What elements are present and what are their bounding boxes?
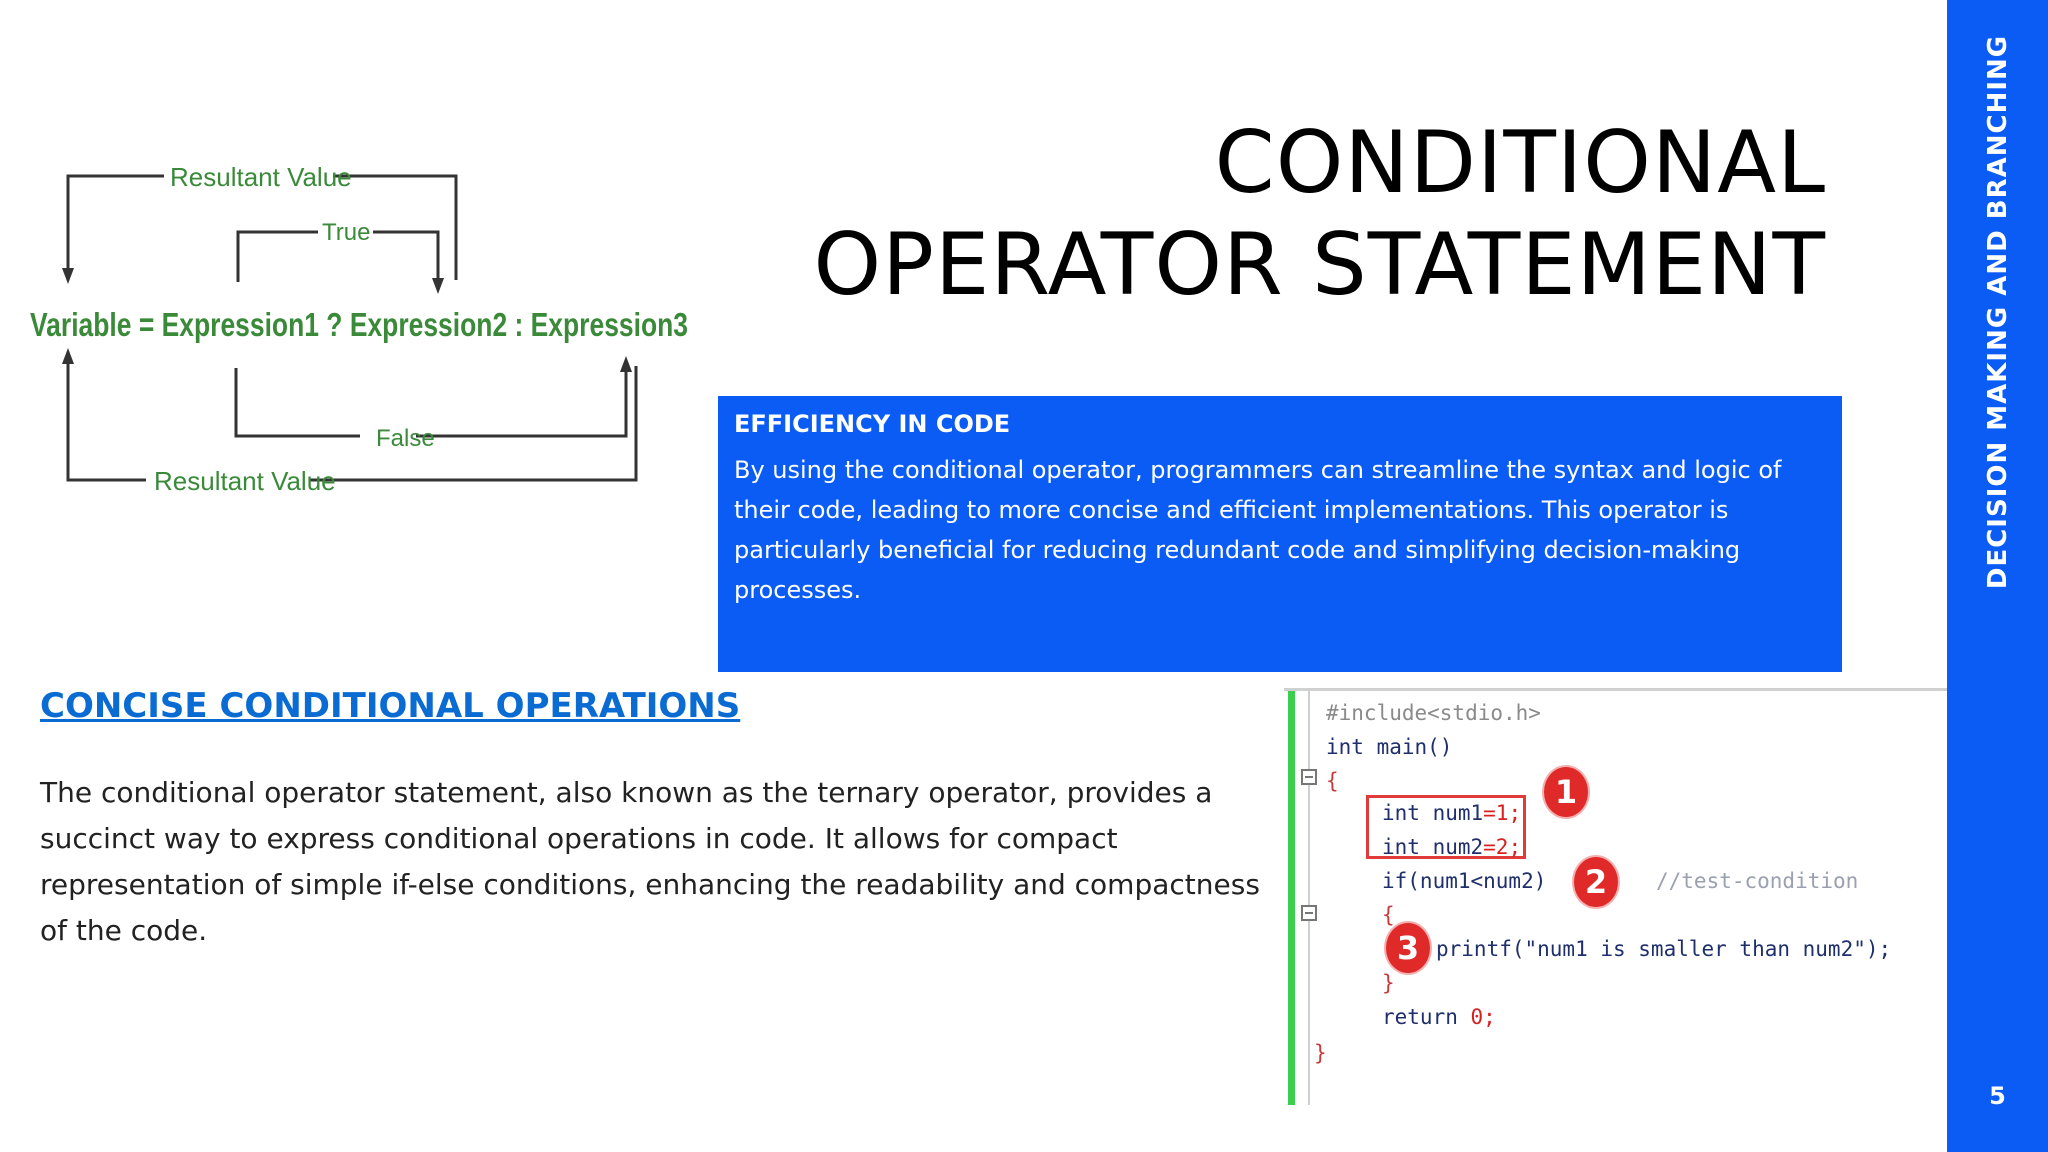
code-if: if(num1<num2) [1382,869,1547,893]
section-label: DECISION MAKING AND BRANCHING [1983,34,2013,590]
code-num1 [1382,801,1521,825]
false-line-right [416,368,626,436]
top-resultant-label: Resultant Value [170,162,352,192]
step-badge-2: 2 [1574,857,1618,907]
code-num1-kw: int num1 [1382,801,1484,825]
false-line-left [236,368,360,436]
arrow-up-expression3-false [620,356,632,372]
code-num2 [1382,835,1521,859]
step-badge-1: 1 [1544,767,1588,817]
concise-body: The conditional operator statement, also known as the ternary operator, provides a succinct way to express conditional operations in code. It allows for compact representation of simple if-else conditions, enhancing the readability and compactness of the code. [40,776,1260,947]
code-close-main: } [1314,1041,1327,1065]
fold-guide-line [1308,691,1310,1105]
bottom-loop-line-right [310,366,636,480]
top-loop-line-left [68,176,164,272]
title-line-2: OPERATOR STATEMENT [813,215,1826,315]
code-main: int main() [1326,735,1453,759]
bottom-loop-line-left [68,362,146,480]
true-line-left [238,232,318,282]
code-num2-val: =2; [1483,835,1522,859]
code-comment: //test-condition [1656,869,1859,893]
true-line-right [373,232,438,282]
code-num2-kw: int num2 [1382,835,1484,859]
concise-heading[interactable]: CONCISE CONDITIONAL OPERATIONS [40,686,741,726]
code-close-if: } [1382,971,1395,995]
code-num1-val: =1; [1483,801,1522,825]
title-line-1: CONDITIONAL [1214,113,1826,213]
step-badge-3: 3 [1386,923,1430,973]
efficiency-heading: EFFICIENCY IN CODE [734,410,1011,438]
editor-change-bar [1288,691,1295,1105]
code-if-brace: { [1382,903,1395,927]
code-open-brace: { [1326,769,1339,793]
false-label: False [376,425,435,452]
page-number: 5 [1989,1082,2006,1110]
code-include: #include<stdio.h> [1326,701,1541,725]
code-return-val: 0; [1470,1005,1496,1029]
efficiency-box [718,396,1842,672]
code-return-kw: return [1382,1005,1471,1029]
true-label: True [322,219,371,246]
fold-toggle-icon [1301,905,1317,921]
code-return [1382,1005,1496,1029]
expression-text: Variable = Expression1 ? Expression2 : Expression3 [30,306,688,343]
code-printf: printf("num1 is smaller than num2"); [1436,937,1892,961]
bottom-resultant-label: Resultant Value [154,466,336,496]
fold-toggle-icon [1301,769,1317,785]
arrow-down-expression2 [432,278,444,294]
arrow-up-variable [62,348,74,364]
arrow-down-variable [62,268,74,284]
ternary-diagram [28,150,708,500]
efficiency-text: By using the conditional operator, programmers can streamline the syntax and logic of their code, leading to more concise and efficient implementations. This operator is particularly beneficial for reducing redundant code and simplifying decision-making processes. [734,456,1782,604]
slide-title [813,112,1826,316]
code-screenshot [1284,688,1947,1105]
